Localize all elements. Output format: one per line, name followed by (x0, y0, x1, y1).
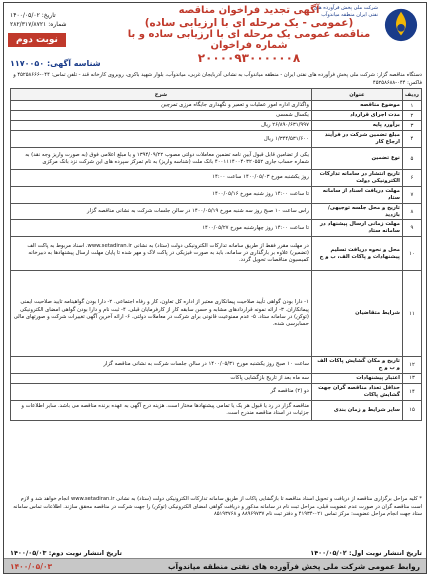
row-title: محل و نحوه دریافت تسلیم پیشنهادات و پاکات الف، ب و ج (311, 237, 402, 271)
row-number: ۶ (402, 170, 421, 187)
row-description: دو (۲) مناقصه گر (11, 384, 312, 401)
row-description: ۱- دارا بودن گواهی تأیید صلاحیت پیمانکاری معتبر از اداره کل تعاون، کار و رفاه اجتماعی. ۲- دارا بودن گواهینامه تایید صلاحیت ایمنی پیمانکاران. ۳- ارائه نمونه قراردادهای مشابه و حسن سابقه کار از کارفرمایان قبلی. ۴- ثبت نام و دارا بودن گواهی امضای الکترونیکی (توکن) در سامانه ستاد. ۵- عدم ممنوعیت قانونی برای شرکت در معاملات دولتی. ۶- ارائه آخرین آگهی تغییرات شرکت و صورتهای مالی حسابرسی شده. (11, 271, 312, 357)
row-title: تاریخ و مکان گشایش پاکات الف و ب و ج (311, 357, 402, 374)
table-row (11, 384, 422, 401)
row-number: ۹ (402, 220, 421, 237)
row-number: ۱ (402, 101, 421, 111)
row-description: در مهلت مقرر فقط از طریق سامانه تدارکات الکترونیکی دولت (ستاد) به نشانی www.setadiran.ir. اسناد مربوط به پاکت الف (تضمین) علاوه بر بارگذاری در سامانه، باید به صورت فیزیکی در پاکت لاک و مهر شده تا پایان مهلت ارسال پیشنهادها به دبیرخانه کمیسیون مناقصات تحویل گردد. (11, 237, 312, 271)
footer-text: * کلیه مراحل برگزاری مناقصه از دریافت و تحویل اسناد مناقصه تا بازگشایی پاکات از طریق سامانه تدارکات الکترونیکی دولت (ستاد) به نشانی www.setadiran.ir انجام خواهد شد و لازم است مناقصه گران در صورت عدم عضویت قبلی، مراحل ثبت نام در سامانه مذکور و دریافت گواهی امضای الکترونیکی (توکن) را جهت شرکت در مناقصه محقق سازند. اطلاعات تماس سامانه ستاد جهت انجام مراحل عضویت: مرکز تماس ۰۲۱-۴۱۹۳۴ و دفتر ثبت نام ۸۸۹۶۹۷۳۷ و ۸۵۱۹۳۷۶۸ (13, 496, 422, 518)
row-description: سه ماه بعد از تاریخ بازگشایی پاکات (11, 373, 312, 383)
table-row (11, 131, 422, 148)
org-name: شرکت ملی پخش فرآورده های نفتی ایران منطقه میاندوآب (313, 5, 378, 18)
bottom-org: روابط عمومی شرکت ملی پخش فرآورده های نفتی منطقه میاندوآب (168, 561, 420, 571)
table-row (11, 203, 422, 220)
round-badge: نوبت دوم (8, 33, 66, 47)
title-line-2: (عمومی - یک مرحله ای با ارزیابی ساده) (144, 16, 354, 29)
row-number: ۱۴ (402, 384, 421, 401)
row-number: ۱۲ (402, 357, 421, 374)
tender-table (10, 88, 422, 421)
col-desc-header: شرح (11, 89, 312, 101)
row-description: روز یکشنبه مورخ ۱۴۰۰/۰۵/۰۳ ساعت ۱۴:۰۰ (11, 170, 312, 187)
title-line-1: آگهی تجدید فراخوان مناقصه (178, 5, 320, 16)
row-number: ۱۰ (402, 237, 421, 271)
row-title: مهلت دریافت اسناد از سامانه ستاد (311, 186, 402, 203)
row-number: ۳ (402, 121, 421, 131)
row-title: حداقل تعداد مناقصه گران جهت گشایش پاکات (311, 384, 402, 401)
row-number: ۲ (402, 111, 421, 121)
tender-number: ۲۰۰۰۰۹۳۰۰۰۰۰۰۸ (197, 50, 301, 65)
row-description: یکی از تضامین قابل قبول آیین نامه تضمین معاملات دولتی مصوب ۱۳۹۴/۰۹/۲۲ و یا مبلغ اعلامی فوق (به صورت واریز وجه نقد) به شماره حساب جاری ۴۰۰۱۱۱۴۰۰۴۰۳۲۰۵۵۲ بانک ملت (شناسه واریز) به نام تمرکز سپرده های این شرکت نزد بانک مرکزی (11, 148, 312, 170)
row-title: مهلت زمانی ارسال پیشنهاد در سامانه ستاد (311, 220, 402, 237)
table-header-row (11, 89, 422, 101)
table-row (11, 400, 422, 420)
row-title: نوع تضمین (311, 148, 402, 170)
row-number: ۱۱ (402, 271, 421, 357)
row-title: اعتبار پیشنهادات (311, 373, 402, 383)
letter-number: شماره: ۲۸۲/۳۱۷/۸۷۲۱ (10, 21, 67, 28)
table-row (11, 111, 422, 121)
row-description: ساعت ۱۰ صبح روز یکشنبه مورخ ۱۴۰۰/۰۵/۳۱ در سالن جلسات شرکت به نشانی مناقصه گزار (11, 357, 312, 374)
publish-first: تاریخ انتشار نوبت اول: ۱۴۰۰/۰۵/۰۲ (310, 549, 422, 557)
table-row (11, 271, 422, 357)
row-number: ۴ (402, 131, 421, 148)
tender-notice-page (3, 2, 427, 574)
row-title: موضوع مناقصه (311, 101, 402, 111)
notice-id: شناسه آگهی: ۱۱۷۰۰۵۰ (10, 59, 101, 68)
publish-second: تاریخ انتشار نوبت دوم: ۱۴۰۰/۰۵/۰۳ (10, 549, 122, 557)
intro-text: دستگاه مناقصه گزار: شرکت ملی پخش فرآورده های نفتی ایران - منطقه میاندوآب به نشانی آذربایجان غربی، میاندوآب، بلوار شهید باکری، روبروی کارخانه قند - تلفن تماس: ۰۴۴-۴۵۲۵۸۶۶۶ و فاکس: ۰۴۴-۴۵۲۵۸۶۸۸ (13, 72, 422, 86)
letter-date: تاریخ: ۱۴۰۰/۰۵/۰۲ (10, 12, 56, 19)
title-line-3: مناقصه عمومی یک مرحله ای با ارزیابی ساده و با شماره فراخوان (127, 28, 371, 52)
row-title: تاریخ انتشار در سامانه تدارکات الکترونیکی دولت (311, 170, 402, 187)
nioc-logo-icon (382, 7, 420, 43)
row-description: ۲۶/۸۹۰/۶۳۱/۹۹۷ ریال (11, 121, 312, 131)
row-description: یکسال شمسی (11, 111, 312, 121)
row-description: مناقصه گزار در رد یا قبول هر یک یا تمامی پیشنهادها مختار است. هزینه درج آگهی به عهده برنده مناقصه می باشد. سایر اطلاعات و جزئیات در اسناد مناقصه مندرج است. (11, 400, 312, 420)
notice-banner (124, 5, 374, 65)
row-description: راس ساعت ۱۰ صبح روز سه شنبه مورخ ۱۴۰۰/۰۵/۱۹ در سالن جلسات شرکت به نشانی مناقصه گزار (11, 203, 312, 220)
row-number: ۱۳ (402, 373, 421, 383)
publish-dates (10, 549, 422, 557)
col-row-header: ردیف (402, 89, 421, 101)
row-title: تاریخ و محل جلسه توجیهی/بازدید (311, 203, 402, 220)
row-number: ۱۵ (402, 400, 421, 420)
bottom-date: ۱۴۰۰/۰۵/۰۳ (10, 561, 53, 571)
row-title: مدت اجرای قرارداد (311, 111, 402, 121)
row-title: مبلغ تضمین شرکت در فرآیند ارجاع کار (311, 131, 402, 148)
table-row (11, 357, 422, 374)
table-row (11, 186, 422, 203)
row-description: واگذاری اداره امور عملیات و تعمیر و نگهداری جایگاه مرزی تمرچین (11, 101, 312, 111)
row-description: ۱/۳۴۴/۵۳۱/۶۰۰ ریال (11, 131, 312, 148)
row-number: ۷ (402, 186, 421, 203)
row-title: برآورد پایه (311, 121, 402, 131)
row-number: ۵ (402, 148, 421, 170)
table-row (11, 373, 422, 383)
row-title: سایر شرایط و زمان بندی (311, 400, 402, 420)
row-description: تا ساعت ۱۴:۰۰ روز چهارشنبه مورخ ۱۴۰۰/۰۵/۲۷ (11, 220, 312, 237)
col-title-header: عنوان (311, 89, 402, 101)
row-description: تا ساعت ۱۴:۰۰ روز شنبه مورخ ۱۴۰۰/۰۵/۱۶ (11, 186, 312, 203)
bottom-bar (4, 558, 426, 573)
table-row (11, 101, 422, 111)
table-row (11, 148, 422, 170)
table-row (11, 237, 422, 271)
table-row (11, 121, 422, 131)
row-title: شرایط متقاضیان (311, 271, 402, 357)
row-number: ۸ (402, 203, 421, 220)
table-row (11, 220, 422, 237)
letter-meta (10, 11, 67, 29)
table-row (11, 170, 422, 187)
